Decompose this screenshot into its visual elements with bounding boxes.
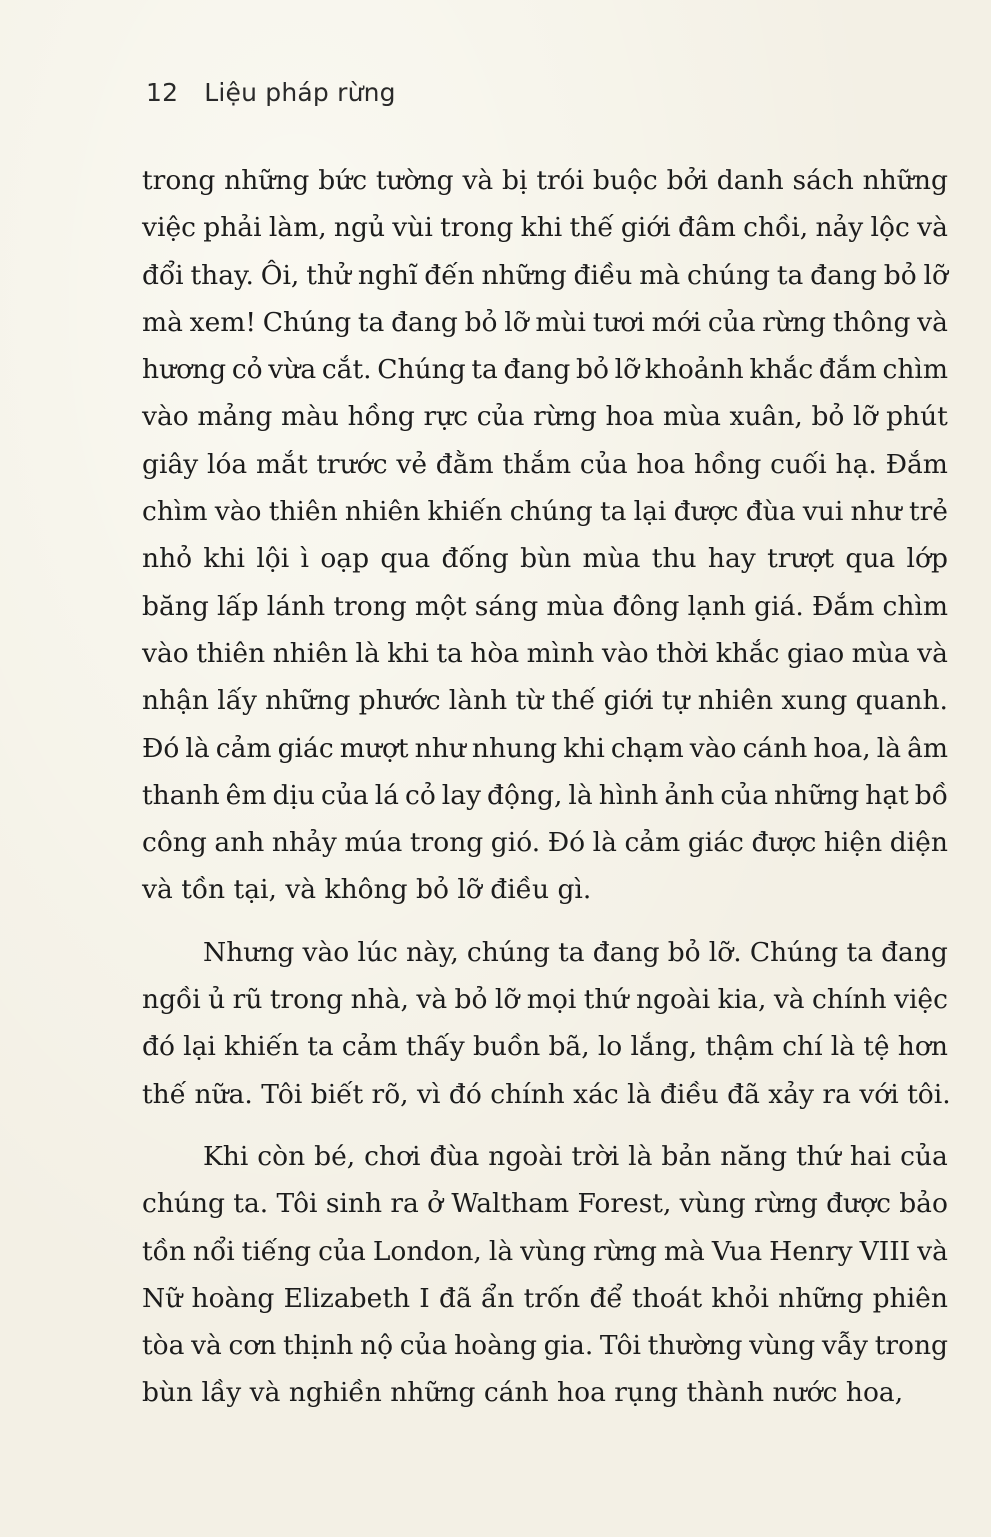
paragraph-gap: [142, 1118, 948, 1133]
running-head: [146, 78, 396, 107]
text-line: bùn lầy và nghiền những cánh hoa rụng thành nước hoa,: [142, 1377, 904, 1409]
text-line: giây lóa mắt trước vẻ đằm thắm của hoa hồng cuối hạ. Đắm: [142, 448, 948, 480]
text-line: và tồn tại, và không bỏ lỡ điều gì.: [142, 874, 592, 906]
text-line: Nhưng vào lúc này, chúng ta đang bỏ lỡ. Chúng ta đang: [203, 936, 948, 968]
text-line: ngồi ủ rũ trong nhà, và bỏ lỡ mọi thứ ngoài kia, và chính việc: [142, 984, 948, 1016]
text-line: băng lấp lánh trong một sáng mùa đông lạnh giá. Đắm chìm: [142, 590, 948, 622]
text-line: tòa và cơn thịnh nộ của hoàng gia. Tôi thường vùng vẫy trong: [142, 1330, 948, 1362]
text-line: thanh êm dịu của lá cỏ lay động, là hình ảnh của những hạt bồ: [142, 779, 948, 811]
text-line: mà xem! Chúng ta đang bỏ lỡ mùi tươi mới của rừng thông và: [142, 306, 948, 338]
text-line: trong những bức tường và bị trói buộc bởi danh sách những: [142, 165, 948, 196]
text-line: đó lại khiến ta cảm thấy buồn bã, lo lắng, thậm chí là tệ hơn: [142, 1031, 948, 1063]
text-line: công anh nhảy múa trong gió. Đó là cảm giác được hiện diện: [142, 827, 948, 859]
paragraph: [142, 157, 948, 914]
text-line: Đó là cảm giác mượt như nhung khi chạm vào cánh hoa, là âm: [142, 732, 948, 764]
text-line: hương cỏ vừa cắt. Chúng ta đang bỏ lỡ khoảnh khắc đắm chìm: [142, 354, 948, 386]
page-number: 12: [146, 78, 179, 107]
text-line: đổi thay. Ôi, thử nghĩ đến những điều mà chúng ta đang bỏ lỡ: [142, 259, 948, 291]
text-line: thế nữa. Tôi biết rõ, vì đó chính xác là điều đã xảy ra với tôi.: [142, 1078, 951, 1110]
paragraph-gap: [142, 914, 948, 929]
text-line: nhận lấy những phước lành từ thế giới tự nhiên xung quanh.: [142, 685, 948, 717]
paragraph: [142, 929, 951, 1118]
text-line: nhỏ khi lội ì oạp qua đống bùn mùa thu hay trượt qua lớp: [142, 543, 948, 575]
text-line: Nữ hoàng Elizabeth I đã ẩn trốn để thoát khỏi những phiên: [142, 1282, 948, 1314]
running-head-title: Liệu pháp rừng: [204, 78, 396, 107]
text-line: vào thiên nhiên là khi ta hòa mình vào thời khắc giao mùa và: [142, 637, 948, 669]
paragraph: [142, 1133, 948, 1417]
text-line: Khi còn bé, chơi đùa ngoài trời là bản năng thứ hai của: [203, 1140, 948, 1172]
text-line: tồn nổi tiếng của London, là vùng rừng mà Vua Henry VIII và: [142, 1235, 948, 1267]
text-line: chìm vào thiên nhiên khiến chúng ta lại được đùa vui như trẻ: [142, 496, 948, 528]
body-text: [142, 157, 951, 1417]
text-line: vào mảng màu hồng rực của rừng hoa mùa xuân, bỏ lỡ phút: [142, 401, 948, 433]
text-line: việc phải làm, ngủ vùi trong khi thế giới đâm chồi, nảy lộc và: [142, 212, 948, 244]
text-line: chúng ta. Tôi sinh ra ở Waltham Forest, vùng rừng được bảo: [142, 1188, 948, 1220]
